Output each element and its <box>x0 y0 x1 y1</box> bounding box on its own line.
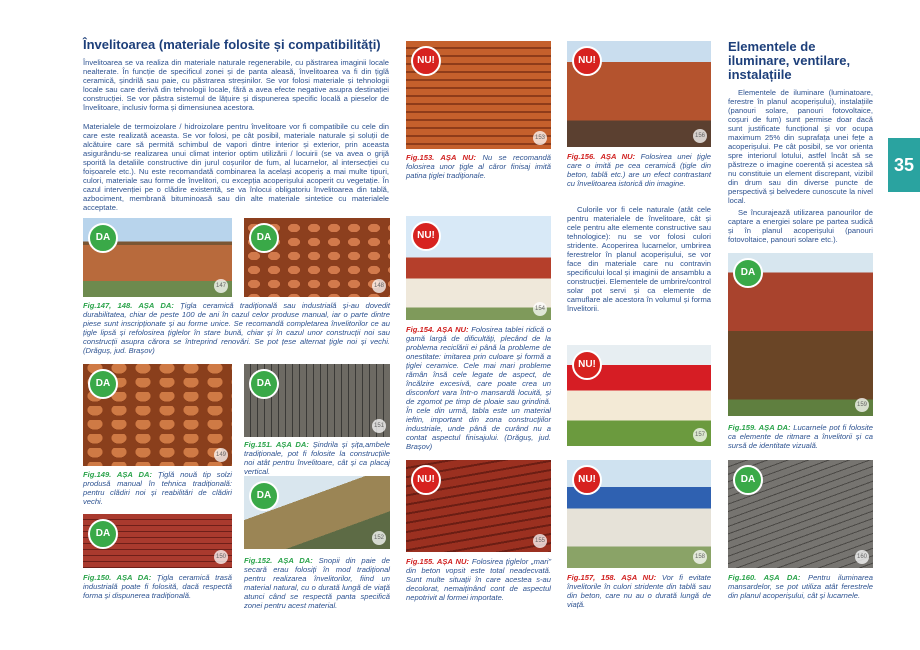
photo-149 <box>83 364 232 466</box>
section-title-lighting: Elementele de iluminare, ventilare, instalațiile <box>728 39 851 82</box>
da-badge: DA <box>249 481 279 511</box>
photo-number: 156 <box>693 129 707 143</box>
photo-147 <box>83 218 232 297</box>
caption-159: Fig.159. AȘA DA: Lucarnele pot fi folosite ca elemente de ritmare a învelitorii și ca sursă de identitate vizuală. <box>728 423 873 450</box>
nu-badge: NU! <box>411 465 441 495</box>
photo-154 <box>406 216 551 320</box>
caption-157-158: Fig.157, 158. AȘA NU: Vor fi evitate învelitorile în culori stridente din tablă sau din beton, care nu au o durată lungă de viață. <box>567 573 711 609</box>
caption-156: Fig.156. AȘA NU: Folosirea unei țigle care o imită pe cea ceramică (țigle din beton, tablă etc.) are un efect contrastant cu învelitoarea istorică din imagine. <box>567 152 711 188</box>
caption-149: Fig.149. AȘA DA: Țiglă nouă tip solzi produsă manual în tehnica tradițională: pentru clădiri noi și reabilitări de clădiri vechi. <box>83 470 232 506</box>
roofing-paragraph-1: Învelitoarea se va realiza din materiale naturale regenerabile, cu păstrarea imaginii locale nealterate. În funcție de specificul zonei și de panta aleasă, învelitoarea va fi din țiglă ceramică, șindrilă sau paie, cu păstrarea streșinilor. Se vor folosi materiale și tehnologii locale sau care derivă din tehnologii locale, fără a avea efecte negative asupra destinației construcției. Se vor păstra sistemul de lățuire și dispunerea specific locală a pieselor de învelitoare, inclusiv forma și dimensiunea acestora. <box>83 58 389 112</box>
nu-badge: NU! <box>411 221 441 251</box>
caption-153: Fig.153. AȘA NU: Nu se recomandă folosirea unor țigle al căror finisaj imită patina țiglei tradiționale. <box>406 153 551 180</box>
photo-number: 149 <box>214 448 228 462</box>
photo-151 <box>244 364 390 437</box>
photo-157 <box>567 345 711 446</box>
photo-152 <box>244 476 390 549</box>
photo-148 <box>244 218 390 297</box>
caption-155: Fig.155. AȘA NU: Folosirea țiglelor „mari” din beton vopsit este total neadecvată. Sunt multe situații în care acestea s-au decolorat, nemaiținând cont de aspectul nepotrivit al formei importate. <box>406 557 551 602</box>
caption-147-148: Fig.147, 148. AȘA DA: Țigla ceramică tradițională sau industrială și-au dovedit durabilitatea, chiar de peste 100 de ani în cazul celor produse manual, iar o parte dintre piese sunt inscripționate și au forme unice. Se recomandă completarea învelitorilor ce au țigle lipsă și refolosirea țiglelor în stare bună, chiar și în cazul unor construcții noi sau construcții asupra cărora se întreprind renovări. Se pot țese alternat țigle noi și vechi. (Drăguș, jud. Brașov) <box>83 301 390 355</box>
photo-number: 152 <box>372 531 386 545</box>
roofing-paragraph-2: Materialele de termoizolare / hidroizolare pentru învelitoare vor fi compatibile cu cele din care este realizată aceasta. Se vor folosi, pe cât posibil, materiale naturale și soluții de alcătuire care să permită schimbul de vapori dintre interior și exterior, prin aceasta asigurându-se realizarea unui climat interior optim utilizării / locuirii (se va avea o grijă sporită la detaliile constructive din jurul coșurilor de fum, al lucarnelor, al intersecției cu foișoarele etc.). Nu este recomandată combinarea la același acoperiș a mai multe tipuri, culori, materiale sau forme de învelitori, cu excepția acoperișului acoperit cu vegetație. În cazul intervenției pe o clădire existentă, se va înlocui obligatoriu învelitoarea din tablă, azbociment, membrană bituminoasă sau din alte materiale sintetice cu materialele acceptate. <box>83 122 389 212</box>
da-badge: DA <box>249 223 279 253</box>
nu-badge: NU! <box>411 46 441 76</box>
nu-badge: NU! <box>572 46 602 76</box>
photo-156 <box>567 41 711 147</box>
photo-158 <box>567 460 711 568</box>
caption-160: Fig.160. AȘA DA: Pentru iluminarea mansardelor, se pot utiliza atât ferestrele din planul acoperișului, cât și lucarnele. <box>728 573 873 600</box>
lighting-paragraph-2: Se încurajează utilizarea panourilor de captare a energiei solare pe partea sudică și în planul acoperișului (panouri fotovoltaice, panouri solare etc.). <box>728 208 873 244</box>
nu-badge: NU! <box>572 465 602 495</box>
da-badge: DA <box>88 223 118 253</box>
da-badge: DA <box>733 465 763 495</box>
page-number: 35 <box>888 138 920 192</box>
da-badge: DA <box>733 258 763 288</box>
lighting-paragraph-1: Elementele de iluminare (luminatoare, ferestre în planul acoperișului), instalațiile (panouri solare, panouri fotovoltaice, coșuri de fum) sunt permise doar dacă sunt justificate funcțional și vor ocupa maximum 25% din suprafața unei fețe a acoperișului. Pe cât posibil, se vor orienta spre interiorul lotului, astfel încât să se păstreze o imagine coerentă și acestea să nu constituie un element discrepant, vizibil din drum sau din diverse puncte de perspectivă și belvedere cunoscute la nivel local. <box>728 88 873 205</box>
caption-152: Fig.152. AȘA DA: Snopii din paie de secară erau folosiți în mod tradițional pentru realizarea învelitorilor, fiind un material natural, cu o durată lungă de viață atunci când se respectă panta specifică zonei pentru acest material. <box>244 556 390 610</box>
caption-154: Fig.154. AȘA NU: Folosirea tablei ridică o gamă largă de dificultăți, plecând de la problema reciclării ei până la probleme de onestitate: imitarea prin culoare și formă a țiglei ceramice. Cele mai mari probleme rămân însă cele legate de aspect, de încălzire excesivă, care poate crea un disconfort vara într-o mansardă locuită, și de zgomot pe timp de ploaie sau grindină. În cele din urmă, tabla este un material ieftin, important din zona construcțiilor industriale, unde până de curând nu a contat aspectul finisajului. (Drăguș, jud. Brașov) <box>406 325 551 451</box>
photo-number: 147 <box>214 279 228 293</box>
photo-160 <box>728 460 873 568</box>
photo-number: 159 <box>855 398 869 412</box>
photo-number: 155 <box>533 534 547 548</box>
section-title-roofing: Învelitoarea (materiale folosite și compatibilități) <box>83 37 381 52</box>
photo-number: 160 <box>855 550 869 564</box>
photo-number: 157 <box>693 428 707 442</box>
photo-number: 158 <box>693 550 707 564</box>
colors-paragraph: Culorile vor fi cele naturale (atât cele pentru materialele de învelitoare, cât și cele pentru alte elemente constructive sau tehnologice): nu se vor folosi culori stridente. Acoperirea lucarnelor, umbrirea ferestrelor în planul acoperișului, se vor face din materiale care nu contravin specificului local și imaginii de ansamblu a construcției. Elementele de umbrire/control solar pot servi și ca elemente de camuflare ale acestora în volumul și forma învelitorii. <box>567 205 711 313</box>
caption-151: Fig.151. AȘA DA: Șindrila și șița,ambele tradiționale, pot fi folosite la construcțiile noi atât pentru învelitoare, cât și ca placaj vertical. <box>244 440 390 476</box>
photo-153 <box>406 41 551 149</box>
da-badge: DA <box>88 519 118 549</box>
photo-number: 150 <box>214 550 228 564</box>
photo-number: 153 <box>533 131 547 145</box>
caption-150: Fig.150. AȘA DA: Țigla ceramică trasă industrială poate fi folosită, dacă respectă forma și dispunerea tradițională. <box>83 573 232 600</box>
photo-number: 151 <box>372 419 386 433</box>
photo-155 <box>406 460 551 552</box>
photo-159 <box>728 253 873 416</box>
nu-badge: NU! <box>572 350 602 380</box>
photo-150 <box>83 514 232 568</box>
da-badge: DA <box>249 369 279 399</box>
da-badge: DA <box>88 369 118 399</box>
photo-number: 148 <box>372 279 386 293</box>
photo-number: 154 <box>533 302 547 316</box>
